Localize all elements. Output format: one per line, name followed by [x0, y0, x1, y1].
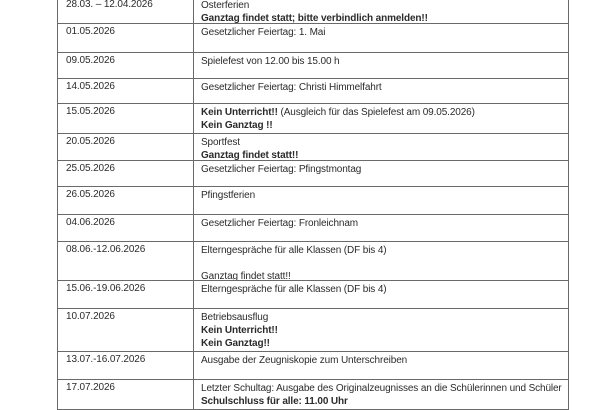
text-segment: Elterngespräche für alle Klassen (DF bis 4) — [201, 245, 387, 256]
table-row — [58, 242, 568, 281]
description-cell — [194, 24, 568, 52]
table-row — [58, 134, 568, 161]
description-cell — [194, 215, 568, 241]
date-cell: 01.05.2026 — [58, 24, 194, 52]
text-segment: Gesetzlicher Feiertag: Fronleichnam — [201, 218, 358, 229]
description-line — [201, 217, 565, 230]
description-cell — [194, 352, 568, 379]
description-line — [201, 270, 565, 280]
description-line — [201, 26, 565, 39]
date-cell: 13.07.-16.07.2026 — [58, 352, 194, 379]
table-row — [58, 309, 568, 352]
text-segment: Pfingstferien — [201, 190, 256, 201]
table-row — [58, 161, 568, 187]
table-row — [58, 79, 568, 104]
description-cell — [194, 281, 568, 308]
text-segment: Schulschluss für alle: 11.00 Uhr — [201, 396, 348, 407]
text-segment: Osterferien — [201, 0, 250, 11]
table-row — [58, 53, 568, 79]
text-segment: Spielefest von 12.00 bis 15.00 h — [201, 56, 340, 67]
description-line — [201, 283, 565, 296]
date-cell: 25.05.2026 — [58, 161, 194, 186]
description-line — [201, 119, 565, 132]
text-segment: Kein Ganztag!! — [201, 338, 270, 349]
text-segment: Gesetzlicher Feiertag: 1. Mai — [201, 27, 326, 38]
table-row — [58, 24, 568, 53]
table-row — [58, 352, 568, 380]
table-row — [58, 104, 568, 134]
table-row — [58, 380, 568, 410]
description-cell — [194, 0, 568, 23]
schedule-table — [57, 0, 569, 410]
text-segment: Kein Unterricht!! — [201, 325, 278, 336]
text-segment: Kein Ganztag !! — [201, 120, 273, 131]
text-segment: (Ausgleich für das Spielefest am 09.05.2026) — [277, 107, 475, 118]
table-row — [58, 0, 568, 24]
description-cell — [194, 104, 568, 133]
date-cell: 28.03. – 12.04.2026 — [58, 0, 194, 23]
text-segment: Sportfest — [201, 137, 240, 148]
date-cell: 10.07.2026 — [58, 309, 194, 351]
text-segment: Gesetzlicher Feiertag: Pfingstmontag — [201, 164, 362, 175]
description-line — [201, 81, 565, 94]
description-line — [201, 0, 565, 12]
text-segment: Ganztag findet statt!! — [201, 271, 291, 280]
description-line — [201, 163, 565, 176]
description-line — [201, 106, 565, 119]
description-line — [201, 55, 565, 68]
description-cell — [194, 309, 568, 351]
description-cell — [194, 242, 568, 280]
description-line — [201, 324, 565, 337]
date-cell: 09.05.2026 — [58, 53, 194, 78]
text-segment: Ausgabe der Zeugniskopie zum Unterschreiben — [201, 355, 408, 366]
text-segment: Letzter Schultag: Ausgabe des Originalzeugnisses an die Schülerinnen und Schüler — [201, 383, 562, 394]
description-line — [201, 257, 565, 270]
date-cell: 17.07.2026 — [58, 380, 194, 409]
description-line — [201, 12, 565, 23]
table-row — [58, 215, 568, 242]
description-line — [201, 337, 565, 350]
date-cell: 20.05.2026 — [58, 134, 194, 160]
date-cell: 15.05.2026 — [58, 104, 194, 133]
description-cell — [194, 53, 568, 78]
description-line — [201, 311, 565, 324]
description-line — [201, 382, 565, 395]
date-cell: 15.06.-19.06.2026 — [58, 281, 194, 308]
description-line — [201, 395, 565, 408]
table-row — [58, 187, 568, 215]
description-cell — [194, 380, 568, 409]
text-segment: Betriebsausflug — [201, 312, 269, 323]
date-cell: 04.06.2026 — [58, 215, 194, 241]
text-segment: Kein Unterricht!! — [201, 107, 278, 118]
date-cell: 26.05.2026 — [58, 187, 194, 214]
description-line — [201, 244, 565, 257]
table-row — [58, 281, 568, 309]
description-line — [201, 136, 565, 149]
text-segment: Ganztag findet statt; bitte verbindlich anmelden!! — [201, 13, 428, 23]
description-cell — [194, 79, 568, 103]
date-cell: 08.06.-12.06.2026 — [58, 242, 194, 280]
text-segment: Elterngespräche für alle Klassen (DF bis 4) — [201, 284, 387, 295]
description-line — [201, 354, 565, 367]
text-segment: Gesetzlicher Feiertag: Christi Himmelfahrt — [201, 82, 382, 93]
text-segment: Ganztag findet statt!! — [201, 150, 299, 160]
description-line — [201, 149, 565, 160]
description-cell — [194, 134, 568, 160]
description-cell — [194, 187, 568, 214]
description-cell — [194, 161, 568, 186]
description-line — [201, 189, 565, 202]
date-cell: 14.05.2026 — [58, 79, 194, 103]
